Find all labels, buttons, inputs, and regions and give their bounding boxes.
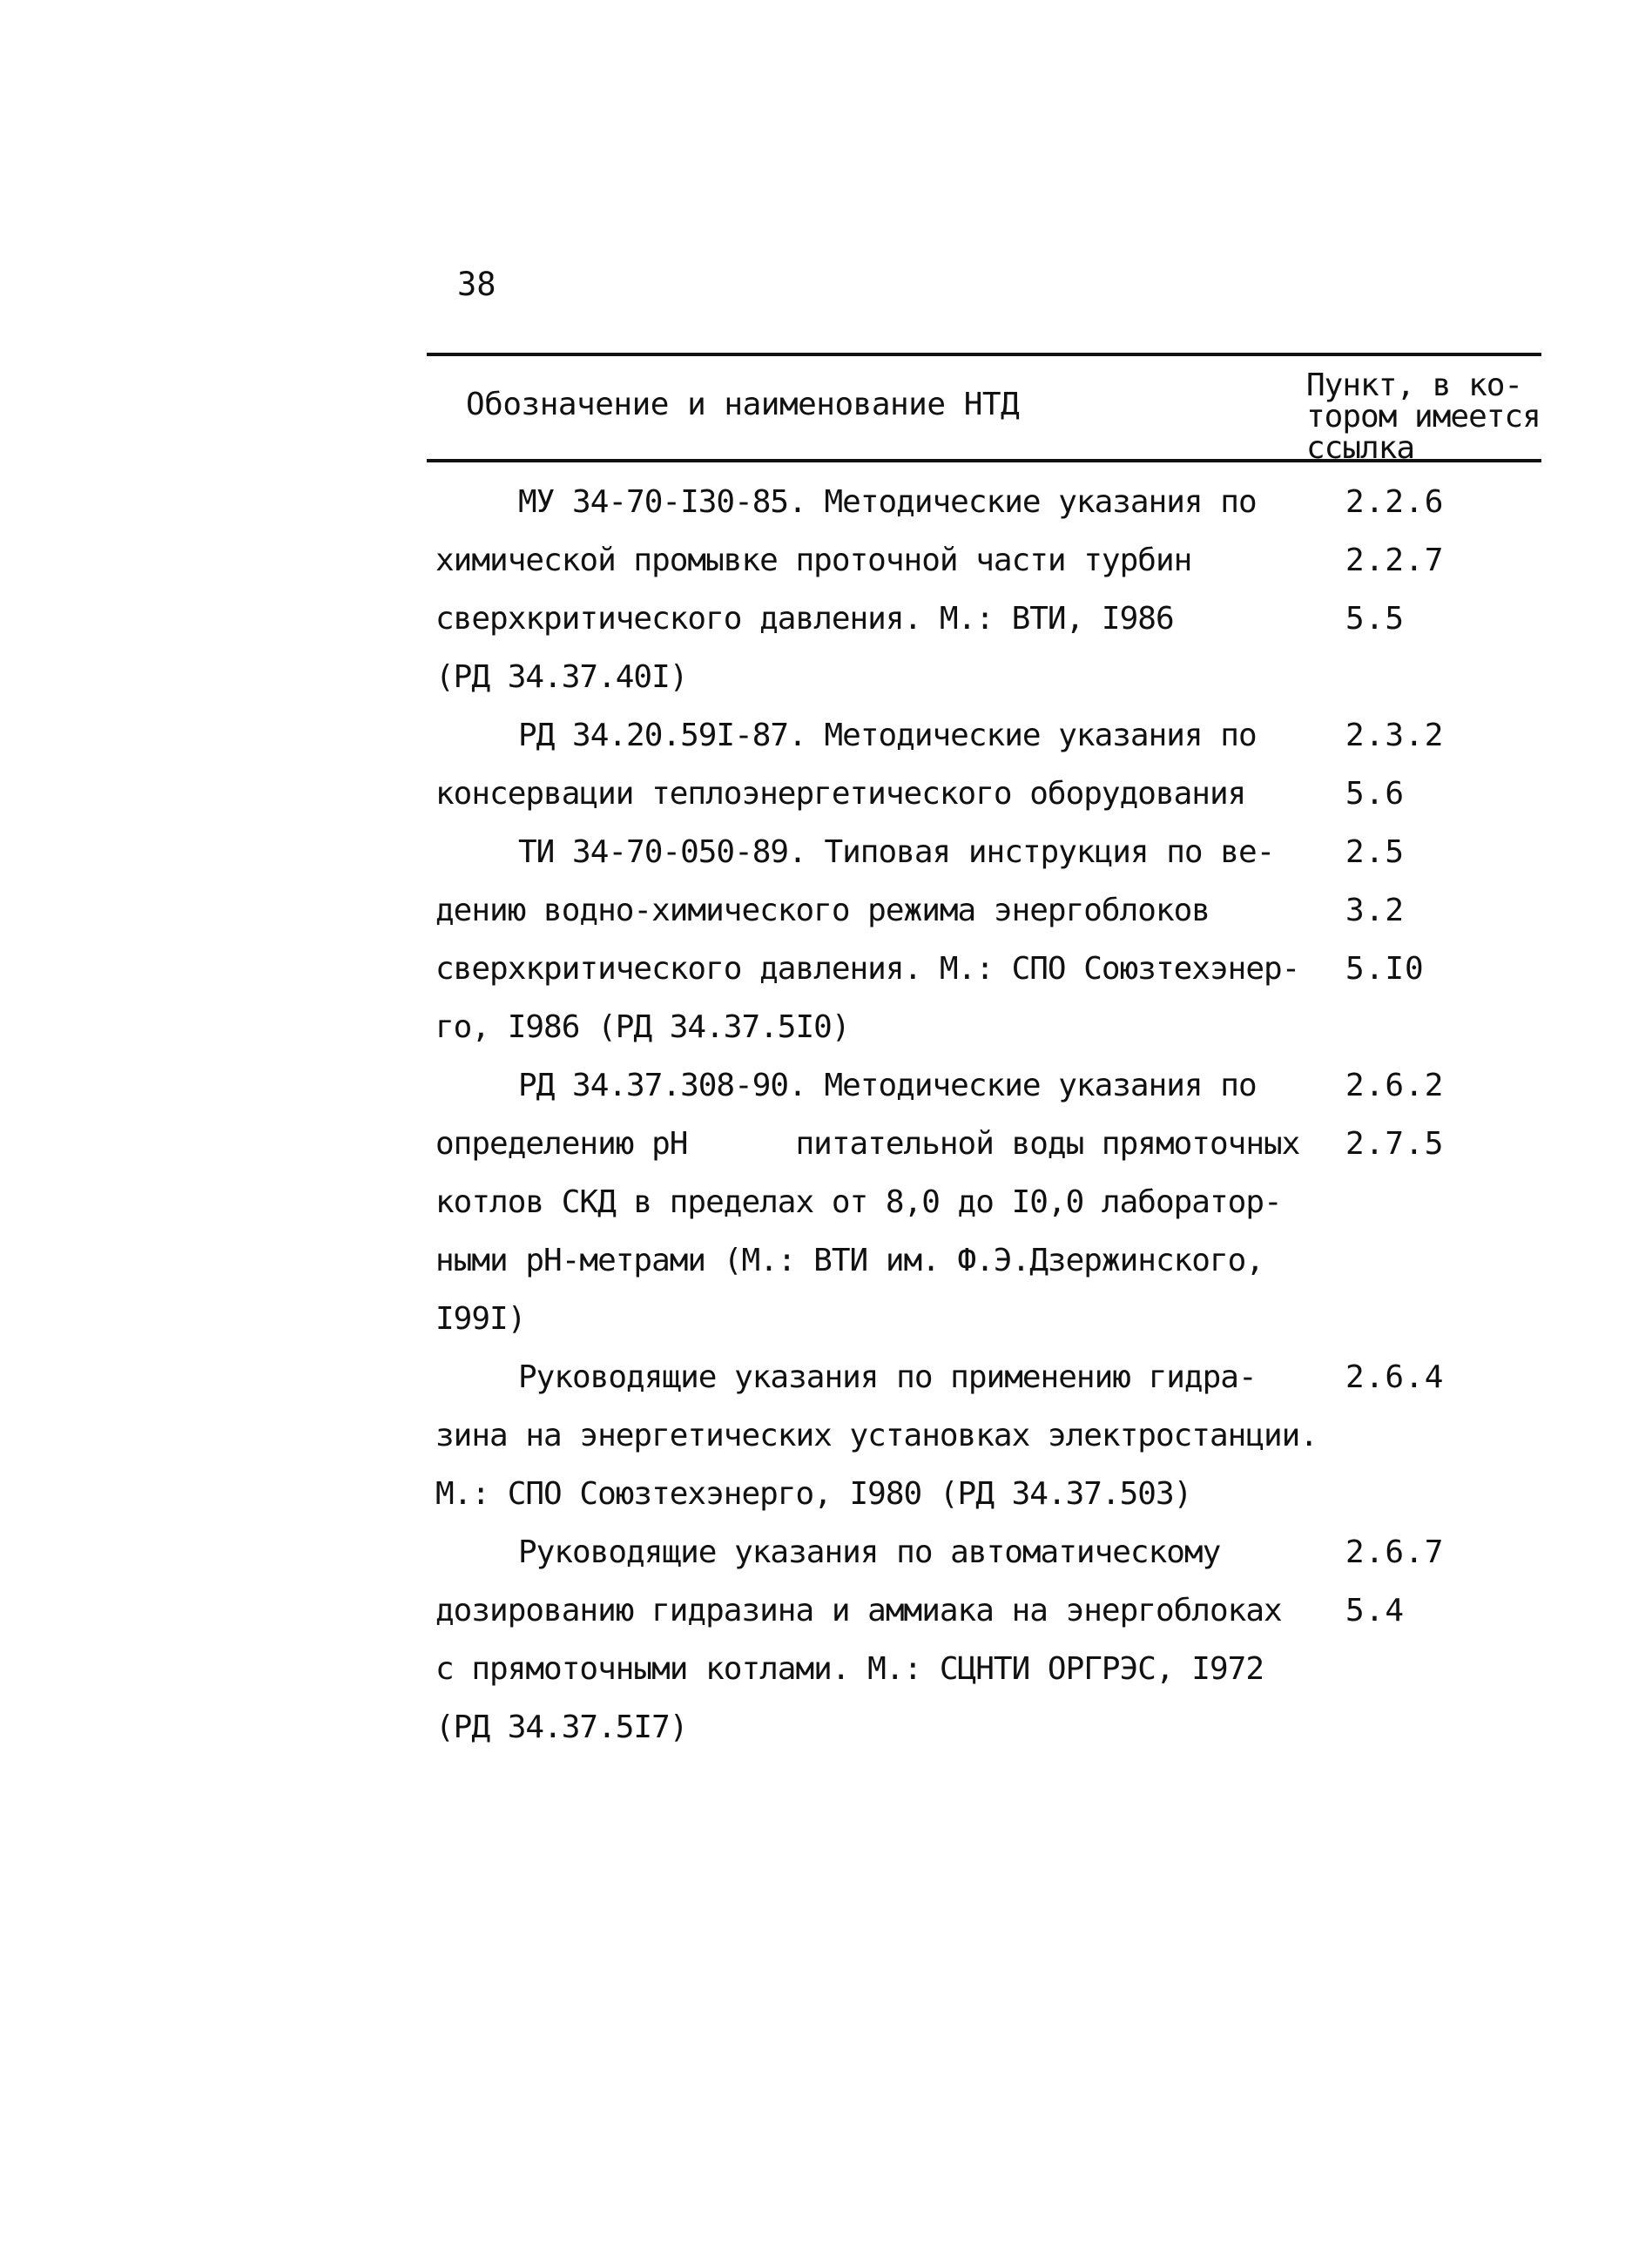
clause-header-line: Пункт, в ко- [1306,368,1523,403]
clause-column-header [1306,370,1546,464]
clause-reference: 2.2.7 [1345,543,1445,578]
entry-text-line: определению pH питательной воды прямоточных [435,1126,1300,1162]
entry-text-line: ТИ 34-70-050-89. Типовая инструкция по ве- [518,834,1275,870]
clause-reference: 2.2.6 [1345,484,1445,520]
clause-reference: 2.5 [1345,834,1406,870]
table-row [427,1523,1541,1757]
entry-text-line: го, I986 (РД 34.37.5I0) [435,1009,850,1045]
clause-header-line: тором имеется [1306,399,1541,435]
entry-text-line: с прямоточными котлами. М.: СЦНТИ ОРГРЭС, I972 [435,1651,1264,1687]
references-table [427,353,1541,1757]
clause-reference: 2.6.7 [1345,1534,1445,1570]
entry-text-line: (РД 34.37.40I) [435,659,688,695]
entry-text-line: Руководящие указания по автоматическому [518,1534,1221,1570]
page-number: 38 [457,266,496,303]
table-header [427,356,1541,466]
clause-reference: 3.2 [1345,893,1406,928]
clause-reference: 2.3.2 [1345,718,1445,753]
entry-text-line: котлов СКД в пределах от 8,0 до I0,0 лаборатор- [435,1184,1282,1220]
entry-text-line: зина на энергетических установках электростанции. [435,1418,1318,1453]
clause-reference: 2.6.2 [1345,1068,1445,1103]
entry-text-line: дозированию гидразина и аммиака на энергоблоках [435,1593,1282,1629]
clause-reference: 2.6.4 [1345,1359,1445,1395]
designation-column-header: Обозначение и наименование НТД [466,387,1020,422]
entry-text-line: Руководящие указания по применению гидра- [518,1359,1257,1395]
clause-reference: 5.4 [1345,1593,1406,1629]
table-row [427,706,1541,823]
table-row [427,1348,1541,1523]
entry-text-line: сверхкритического давления. М.: СПО Союзтехэнер- [435,951,1300,987]
entry-text-line: химической промывке проточной части турбин [435,543,1192,578]
entry-text-line: ными pH-метрами (М.: ВТИ им. Ф.Э.Дзержинского, [435,1243,1264,1278]
entry-text-line: сверхкритического давления. М.: ВТИ, I986 [435,601,1174,637]
entry-text-line: консервации теплоэнергетического оборудования [435,776,1246,812]
clause-header-line: ссылка [1306,430,1415,466]
table-row [427,823,1541,1056]
clause-reference: 2.7.5 [1345,1126,1445,1162]
table-row [427,473,1541,706]
entry-text-line: (РД 34.37.5I7) [435,1709,688,1745]
entry-text-line: МУ 34-70-I30-85. Методические указания по [518,484,1257,520]
entry-text-line: РД 34.20.59I-87. Методические указания по [518,718,1257,753]
table-row [427,1056,1541,1348]
entry-text-line: РД 34.37.308-90. Методические указания по [518,1068,1257,1103]
clause-reference: 5.6 [1345,776,1406,812]
entry-text-line: М.: СПО Союзтехэнерго, I980 (РД 34.37.503) [435,1476,1192,1512]
entry-text-line: I99I) [435,1301,526,1337]
clause-reference: 5.5 [1345,601,1406,637]
entry-text-line: дению водно-химического режима энергоблоков [435,893,1210,928]
clause-reference: 5.I0 [1345,951,1425,987]
table-body [427,462,1541,1757]
